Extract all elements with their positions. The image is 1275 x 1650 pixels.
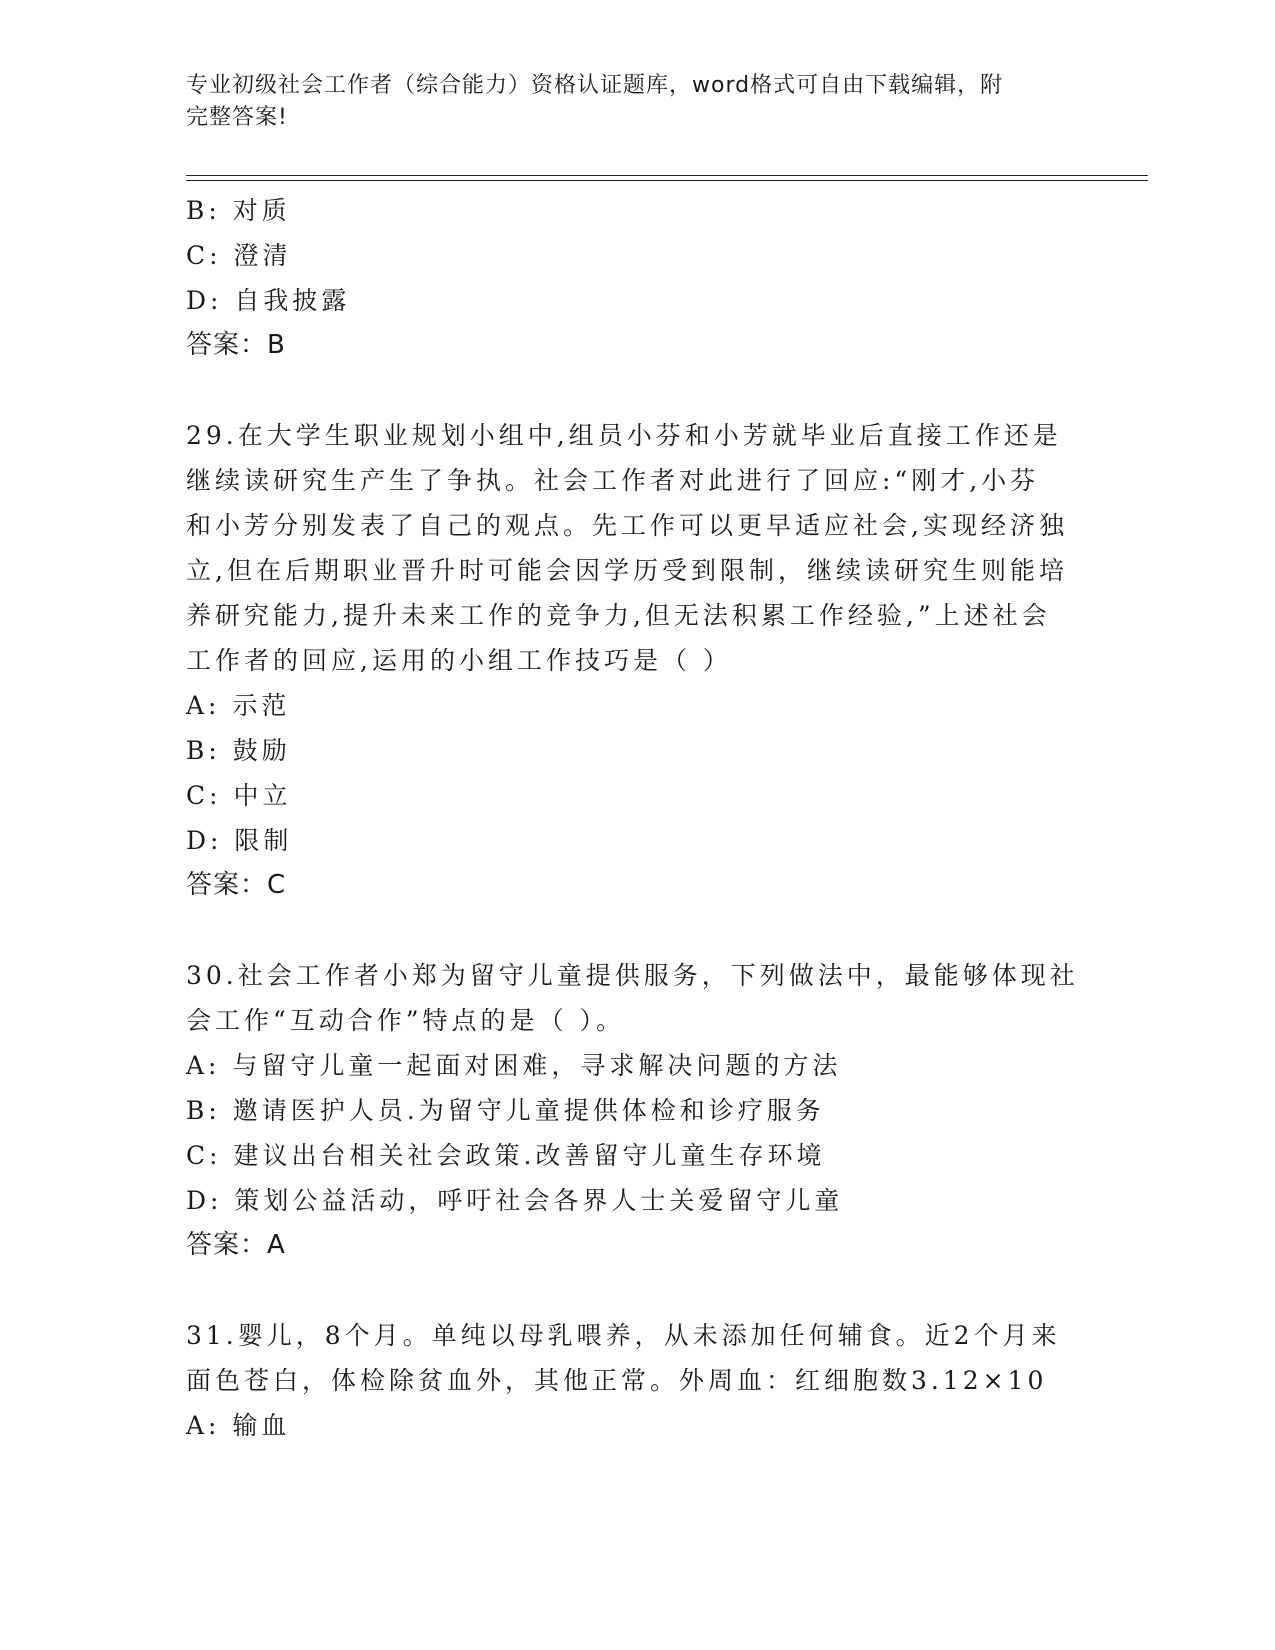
question-text-line: 29.在大学生职业规划小组中,组员小芬和小芳就毕业后直接工作还是 — [186, 421, 1062, 450]
question-text-line: 继续读研究生产生了争执。社会工作者对此进行了回应:“刚才,小芬 — [186, 466, 1040, 495]
question-text-line: 工作者的回应,运用的小组工作技巧是（ ） — [186, 646, 732, 675]
question-text-line: 养研究能力,提升未来工作的竞争力,但无法积累工作经验,”上述社会 — [186, 601, 1051, 630]
question-text-line: 31.婴儿，8个月。单纯以母乳喂养，从未添加任何辅食。近2个月来 — [186, 1321, 1061, 1350]
option-c: C: 建议出台相关社会政策.改善留守儿童生存环境 — [186, 1141, 826, 1170]
question-text-line: 30.社会工作者小郑为留守儿童提供服务，下列做法中，最能够体现社 — [186, 961, 1079, 990]
option-d: D: 限制 — [186, 826, 293, 855]
option-d: D: 策划公益活动，呼吁社会各界人士关爱留守儿童 — [186, 1186, 844, 1215]
option-a: A: 示范 — [186, 691, 291, 720]
question-text-line: 和小芳分别发表了自己的观点。先工作可以更早适应社会,实现经济独 — [186, 511, 1068, 540]
answer-line: 答案：B — [186, 330, 286, 360]
document-header — [186, 70, 1056, 134]
option-a: A: 与留守儿童一起面对困难，寻求解决问题的方法 — [186, 1051, 842, 1080]
option-b: B: 邀请医护人员.为留守儿童提供体检和诊疗服务 — [186, 1096, 825, 1125]
header-line-1: 专业初级社会工作者（综合能力）资格认证题库，word格式可自由下载编辑，附 — [186, 73, 1004, 98]
header-rule-bottom — [186, 180, 1148, 181]
option-c: C: 澄清 — [186, 241, 292, 270]
header-line-2: 完整答案! — [186, 105, 288, 130]
answer-line: 答案：C — [186, 870, 287, 900]
question-text-line: 面色苍白，体检除贫血外，其他正常。外周血：红细胞数3.12×10 — [186, 1366, 1048, 1395]
question-29 — [186, 413, 1086, 908]
header-rule-top — [186, 175, 1148, 176]
question-text-line: 会工作“互动合作”特点的是（ ）。 — [186, 1006, 626, 1035]
spacer — [186, 908, 1086, 953]
option-d: D: 自我披露 — [186, 286, 351, 315]
question-31 — [186, 1313, 1086, 1448]
option-b: B: 鼓励 — [186, 736, 291, 765]
question-content — [186, 188, 1086, 1448]
option-b: B: 对质 — [186, 196, 291, 225]
question-30 — [186, 953, 1086, 1268]
question-28 — [186, 188, 1086, 368]
spacer — [186, 368, 1086, 413]
spacer — [186, 1268, 1086, 1313]
question-text-line: 立,但在后期职业晋升时可能会因学历受到限制，继续读研究生则能培 — [186, 556, 1068, 585]
answer-line: 答案：A — [186, 1230, 286, 1260]
option-c: C: 中立 — [186, 781, 292, 810]
option-a: A: 输血 — [186, 1411, 291, 1440]
